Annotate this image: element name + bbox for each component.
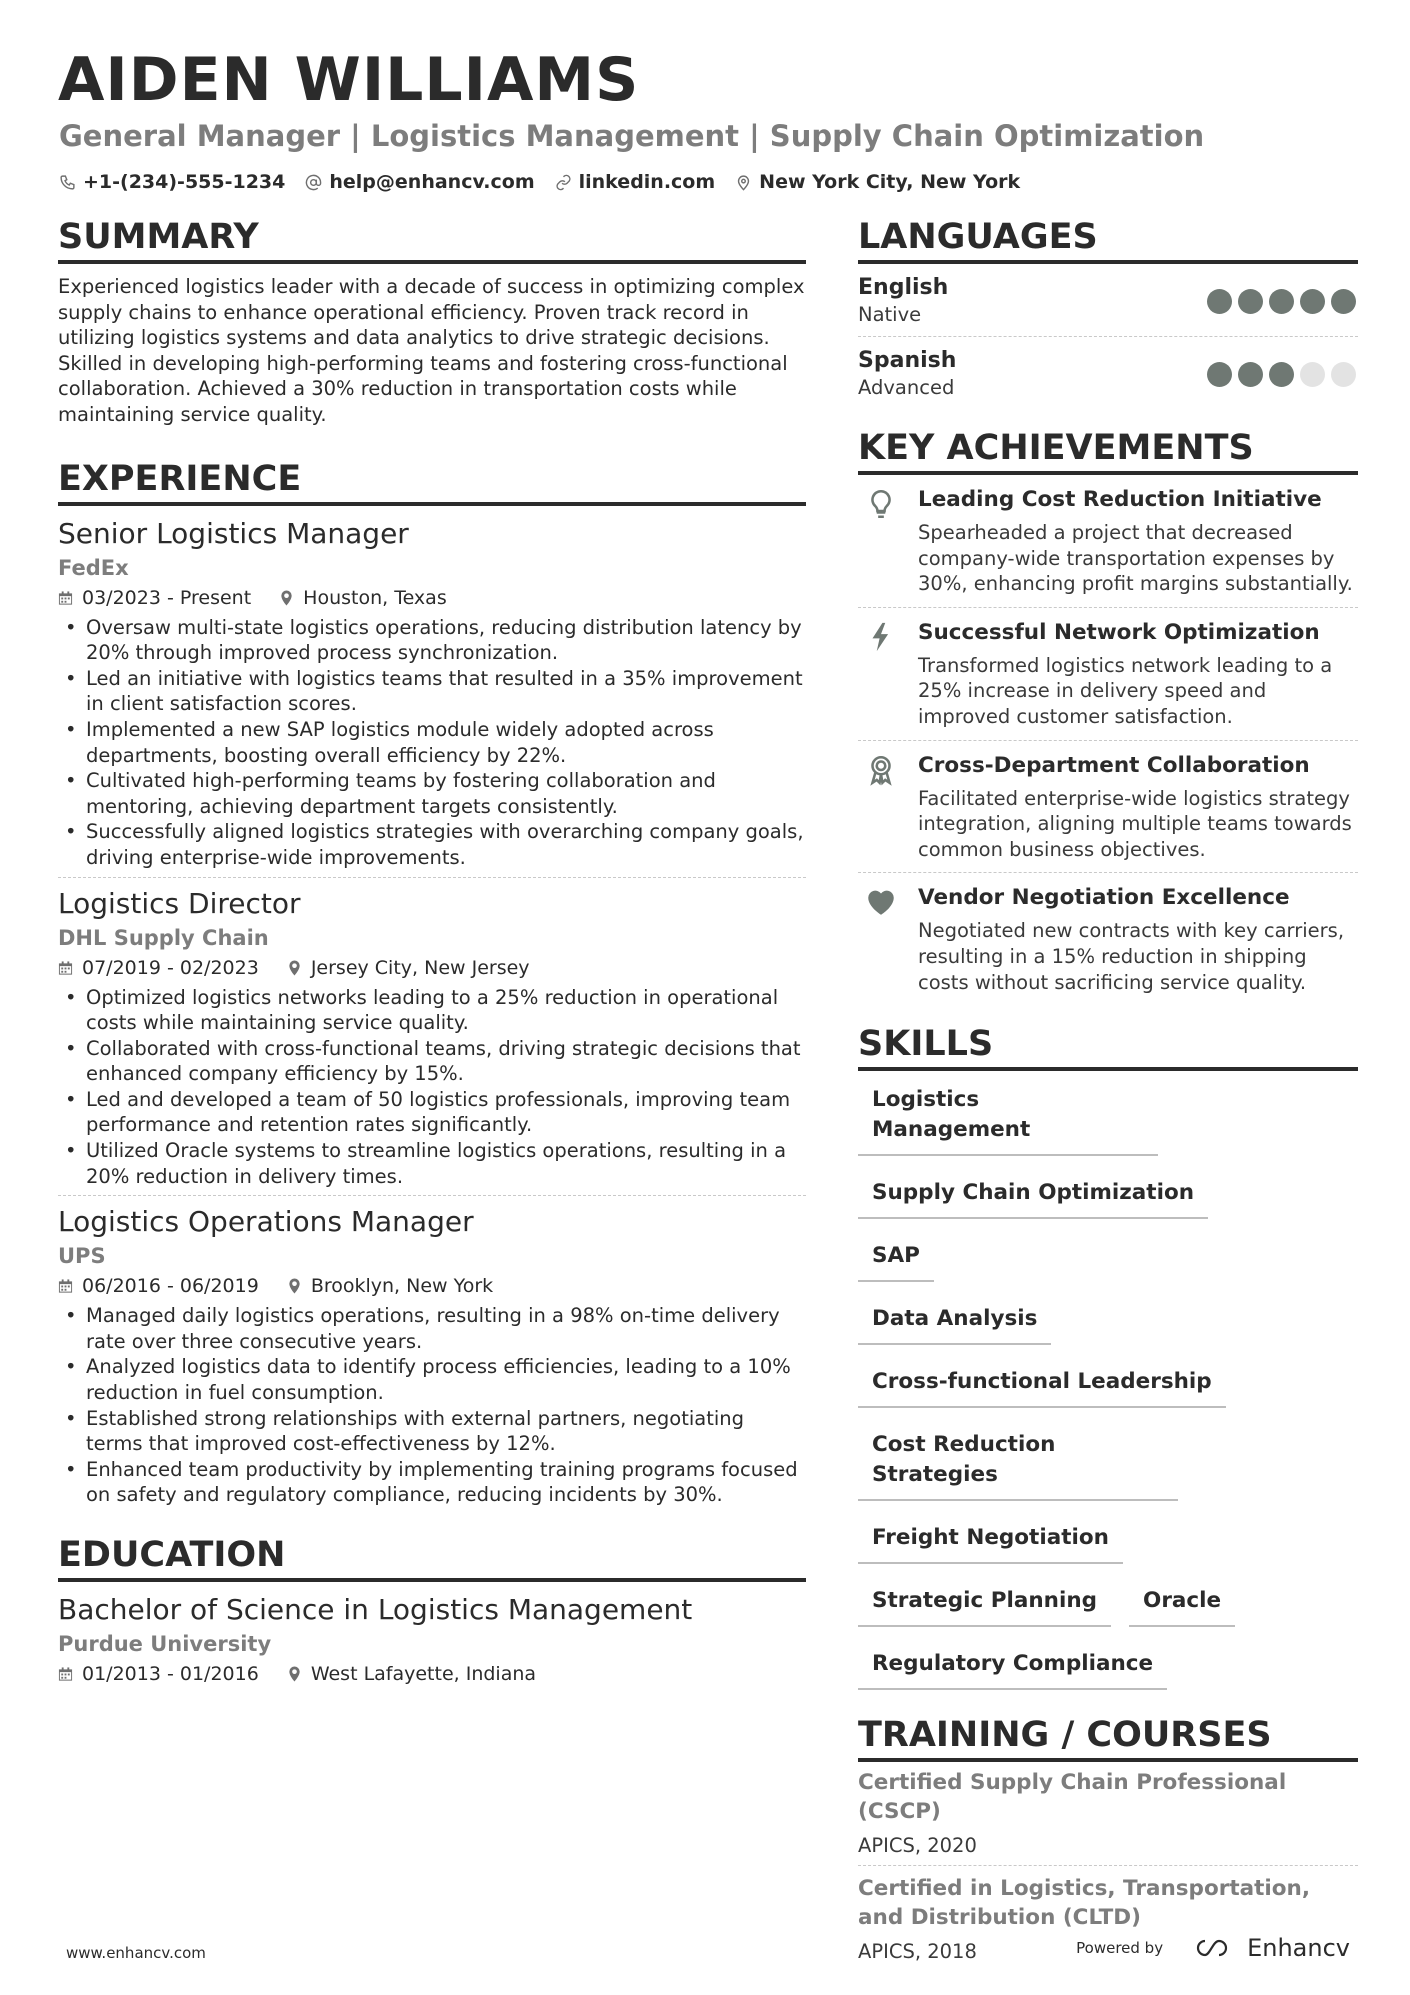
brand-name: Enhancv xyxy=(1247,1934,1350,1962)
achievement-icon-wrap xyxy=(858,485,918,597)
education-meta xyxy=(58,1661,806,1687)
skill-tag: Strategic Planning xyxy=(858,1578,1111,1627)
entry-divider xyxy=(858,740,1358,741)
job-dates xyxy=(58,1273,259,1299)
brand-logo[interactable] xyxy=(1191,1934,1350,1962)
rating-dot-filled xyxy=(1207,289,1232,314)
achievement-desc: Transformed logistics network leading to a 25% increase in delivery speed and improved customer satisfaction. xyxy=(918,653,1333,728)
skill-tag: Supply Chain Optimization xyxy=(858,1170,1208,1219)
achievement-title: Successful Network Optimization xyxy=(918,619,1320,645)
contact-location xyxy=(735,171,1020,193)
job-title: Senior Logistics Manager xyxy=(58,516,409,550)
skill-tag: Freight Negotiation xyxy=(858,1515,1123,1564)
company-name: UPS xyxy=(58,1244,106,1269)
skill-tag: Data Analysis xyxy=(858,1296,1051,1345)
job-dates xyxy=(58,585,251,611)
job-title: Logistics Operations Manager xyxy=(58,1205,474,1239)
job-meta xyxy=(58,955,806,981)
experience-entry xyxy=(58,1204,806,1508)
achievements-section xyxy=(858,427,1358,1001)
course-title: Certified Supply Chain Professional (CSCP) xyxy=(858,1770,1287,1825)
language-item xyxy=(858,270,1358,332)
lightning-icon xyxy=(864,620,898,654)
location-icon xyxy=(287,1278,302,1294)
entry-divider xyxy=(858,607,1358,608)
experience-section xyxy=(58,458,806,1508)
rating-dot-filled xyxy=(1300,289,1325,314)
location-icon xyxy=(287,1666,302,1682)
heart-icon xyxy=(864,885,898,919)
calendar-icon xyxy=(58,960,73,976)
degree-title: Bachelor of Science in Logistics Management xyxy=(58,1593,693,1626)
language-level: Native xyxy=(858,303,922,326)
company-name: FedEx xyxy=(58,555,129,580)
job-dates-text: 06/2016 - 06/2019 xyxy=(82,1275,259,1298)
contact-email[interactable] xyxy=(305,171,534,193)
location-icon xyxy=(287,960,302,976)
achievement-desc: Facilitated enterprise-wide logistics strategy integration, aligning multiple teams towards common business objectives. xyxy=(918,786,1352,861)
footer-branding xyxy=(1076,1934,1350,1962)
at-icon xyxy=(305,174,322,191)
award-icon xyxy=(864,753,898,787)
achievement-icon-wrap xyxy=(858,618,918,730)
skill-tag: Cross-functional Leadership xyxy=(858,1359,1226,1408)
education-section xyxy=(58,1534,806,1687)
skill-tag: SAP xyxy=(858,1233,934,1282)
skills-title: SKILLS xyxy=(858,1023,1358,1071)
job-location xyxy=(279,585,447,611)
languages-title: LANGUAGES xyxy=(858,216,1358,264)
achievement-item xyxy=(858,747,1358,869)
rating-dot-filled xyxy=(1207,362,1232,387)
experience-entry xyxy=(58,516,806,871)
rating-dot-filled xyxy=(1238,289,1263,314)
skill-tag: Regulatory Compliance xyxy=(858,1641,1167,1690)
summary-section xyxy=(58,216,806,428)
rating-dot-empty xyxy=(1331,362,1356,387)
achievement-item xyxy=(858,614,1358,736)
experience-title: EXPERIENCE xyxy=(58,458,806,506)
rating-dot-filled xyxy=(1331,289,1356,314)
job-dates-text: 03/2023 - Present xyxy=(82,586,252,609)
entry-divider xyxy=(58,1195,806,1196)
powered-by-label: Powered by xyxy=(1076,1939,1164,1957)
job-location-text: Jersey City, New Jersey xyxy=(310,956,530,979)
education-title: EDUCATION xyxy=(58,1534,806,1582)
lightbulb-icon xyxy=(864,487,898,521)
job-location xyxy=(287,1273,493,1299)
languages-section xyxy=(858,216,1358,405)
job-bullet: • Cultivated high-performing teams by fostering collaboration and mentoring, achieving department targets consistently. xyxy=(58,768,806,819)
phone-icon xyxy=(59,174,76,191)
location-icon xyxy=(735,174,752,191)
contact-bar xyxy=(59,170,1040,194)
rating-dot-filled xyxy=(1238,362,1263,387)
skills-list xyxy=(858,1077,1358,1704)
experience-entry xyxy=(58,886,806,1190)
education-location xyxy=(287,1661,536,1687)
rating-dot-filled xyxy=(1269,289,1294,314)
enhancv-logo-icon xyxy=(1191,1935,1237,1961)
education-dates-text: 01/2013 - 01/2016 xyxy=(82,1663,259,1685)
language-rating xyxy=(1201,362,1356,387)
entry-divider xyxy=(58,877,806,878)
contact-linkedin[interactable] xyxy=(555,171,716,193)
language-item xyxy=(858,343,1358,405)
skill-tag: Logistics Management xyxy=(858,1077,1158,1156)
achievement-desc: Negotiated new contracts with key carriers, resulting in a 15% reduction in shipping costs without sacrificing service quality. xyxy=(918,919,1345,994)
candidate-name: AIDEN WILLIAMS xyxy=(58,45,640,115)
achievement-title: Leading Cost Reduction Initiative xyxy=(918,487,1322,512)
skill-tag: Cost Reduction Strategies xyxy=(858,1422,1178,1501)
skill-tag: Oracle xyxy=(1129,1578,1235,1627)
job-location xyxy=(287,955,530,981)
footer-website[interactable]: www.enhancv.com xyxy=(66,1944,206,1962)
achievement-icon-wrap xyxy=(858,883,918,995)
language-level: Advanced xyxy=(858,376,955,399)
contact-email-text: help@enhancv.com xyxy=(329,171,535,193)
language-name: Spanish xyxy=(858,348,957,373)
job-bullet: • Established strong relationships with external partners, negotiating terms that improved cost-effectiveness by 12%. xyxy=(58,1406,806,1457)
company-name: DHL Supply Chain xyxy=(58,925,269,950)
course-title: Certified in Logistics, Transportation, and Distribution (CLTD) xyxy=(858,1876,1310,1931)
contact-phone-text: +1-(234)-555-1234 xyxy=(83,171,286,193)
education-dates xyxy=(58,1661,259,1687)
course-provider: APICS, 2018 xyxy=(858,1940,977,1964)
course-provider: APICS, 2020 xyxy=(858,1834,977,1858)
education-location-text: West Lafayette, Indiana xyxy=(310,1663,537,1685)
job-bullet: • Managed daily logistics operations, resulting in a 98% on-time delivery rate over three consecutive years. xyxy=(58,1303,806,1354)
job-bullet: • Successfully aligned logistics strategies with overarching company goals, driving enterprise-wide improvements. xyxy=(58,819,806,870)
achievement-desc: Spearheaded a project that decreased company-wide transportation expenses by 30%, enhancing profit margins substantially. xyxy=(918,521,1353,596)
job-bullet: • Led an initiative with logistics teams that resulted in a 35% improvement in client satisfaction scores. xyxy=(58,666,806,717)
achievement-item xyxy=(858,481,1358,603)
summary-text: Experienced logistics leader with a decade of success in optimizing complex supply chains to enhance operational efficiency. Proven track record in utilizing logistics systems and data analytics to drive strategic decisions. Skilled in developing high-performing teams and fostering cross-functional collaboration. Achieved a 30% reduction in transportation costs while maintaining service quality. xyxy=(58,275,805,426)
achievement-title: Cross-Department Collaboration xyxy=(918,752,1310,778)
contact-linkedin-text: linkedin.com xyxy=(578,171,716,193)
training-section xyxy=(858,1714,1358,1965)
job-location-text: Houston, Texas xyxy=(303,586,447,609)
skills-section xyxy=(858,1023,1358,1704)
job-bullet: • Utilized Oracle systems to streamline logistics operations, resulting in a 20% reduction in delivery times. xyxy=(58,1138,806,1189)
course-item xyxy=(858,1768,1358,1859)
rating-dot-filled xyxy=(1269,362,1294,387)
school-name: Purdue University xyxy=(58,1632,272,1656)
location-icon xyxy=(279,590,294,606)
left-column xyxy=(58,216,806,1687)
calendar-icon xyxy=(58,1666,73,1682)
entry-divider xyxy=(858,1865,1358,1866)
job-dates xyxy=(58,955,259,981)
right-column xyxy=(858,216,1358,1965)
contact-location-text: New York City, New York xyxy=(759,171,1021,193)
job-meta xyxy=(58,1273,806,1299)
job-bullets xyxy=(58,985,806,1190)
calendar-icon xyxy=(58,1278,73,1294)
link-icon xyxy=(555,174,572,191)
job-meta xyxy=(58,585,806,611)
achievement-title: Vendor Negotiation Excellence xyxy=(918,885,1290,911)
job-bullet: • Optimized logistics networks leading to a 25% reduction in operational costs while maintaining service quality. xyxy=(58,985,806,1036)
job-bullets xyxy=(58,615,806,871)
contact-phone[interactable] xyxy=(59,171,285,193)
calendar-icon xyxy=(58,590,73,606)
job-bullet: • Analyzed logistics data to identify process efficiencies, leading to a 10% reduction in fuel consumption. xyxy=(58,1354,806,1405)
job-bullet: • Led and developed a team of 50 logistics professionals, improving team performance and retention rates significantly. xyxy=(58,1087,806,1138)
job-bullets xyxy=(58,1303,806,1508)
job-bullet: • Enhanced team productivity by implementing training programs focused on safety and regulatory compliance, reducing incidents by 30%. xyxy=(58,1457,806,1508)
language-rating xyxy=(1201,289,1356,314)
achievement-item xyxy=(858,879,1358,1001)
rating-dot-empty xyxy=(1300,362,1325,387)
headline: General Manager | Logistics Management | Supply Chain Optimization xyxy=(59,119,1205,153)
job-dates-text: 07/2019 - 02/2023 xyxy=(82,956,259,979)
job-bullet: • Oversaw multi-state logistics operations, reducing distribution latency by 20% through improved process synchronization. xyxy=(58,615,806,666)
training-title: TRAINING / COURSES xyxy=(858,1714,1358,1762)
job-title: Logistics Director xyxy=(58,886,301,920)
language-name: English xyxy=(858,275,949,300)
entry-divider xyxy=(858,336,1358,337)
summary-title: SUMMARY xyxy=(58,216,806,264)
achievements-title: KEY ACHIEVEMENTS xyxy=(858,427,1358,475)
job-bullet: • Collaborated with cross-functional teams, driving strategic decisions that enhanced company efficiency by 15%. xyxy=(58,1036,806,1087)
job-bullet: • Implemented a new SAP logistics module widely adopted across departments, boosting overall efficiency by 22%. xyxy=(58,717,806,768)
job-location-text: Brooklyn, New York xyxy=(310,1275,494,1298)
achievement-icon-wrap xyxy=(858,751,918,863)
entry-divider xyxy=(858,872,1358,873)
